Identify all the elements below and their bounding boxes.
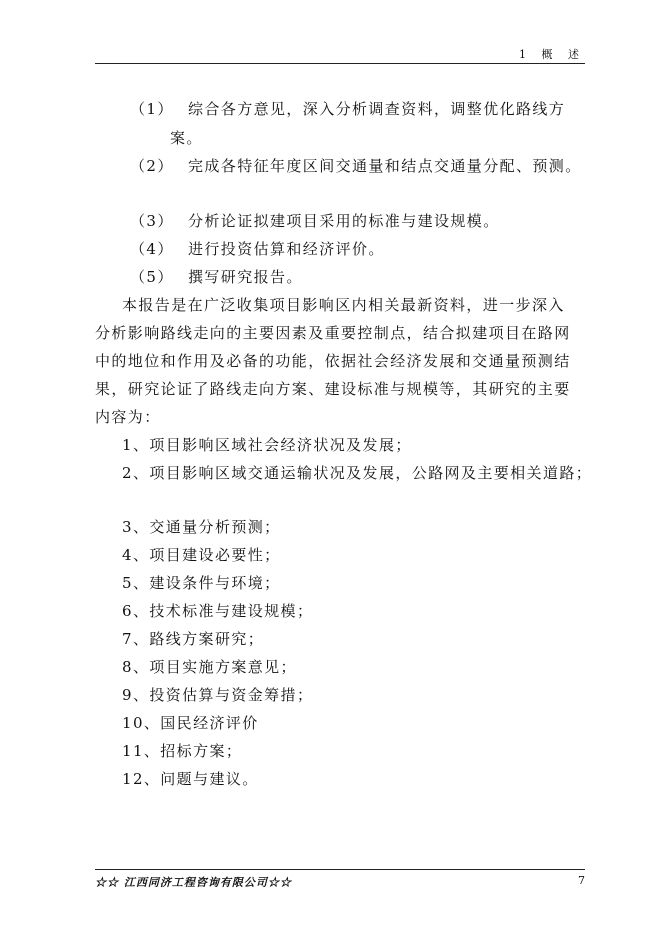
task-item-5 <box>130 267 303 287</box>
task-text: 分析论证拟建项目采用的标准与建设规模。 <box>188 212 500 230</box>
task-text: 完成各特征年度区间交通量和结点交通量分配、预测。 <box>188 157 582 175</box>
content-item-3: 3、交通量分析预测； <box>122 518 281 536</box>
footer-rule <box>95 869 585 870</box>
task-number: （1） <box>130 100 174 118</box>
footer-company: ☆☆ 江西同济工程咨询有限公司☆☆ <box>95 876 292 889</box>
paragraph-line: 本报告是在广泛收集项目影响区内相关最新资料，进一步深入 <box>122 296 565 314</box>
running-header: 1 概 述 <box>519 48 585 61</box>
content-item-11: 11、招标方案； <box>122 742 243 760</box>
task-item-2 <box>130 156 582 176</box>
content-item-9: 9、投资估算与资金筹措； <box>122 686 314 704</box>
task-number: （2） <box>130 157 174 175</box>
task-item-4 <box>130 239 385 259</box>
paragraph-line: 内容为： <box>95 408 161 426</box>
content-item-7: 7、路线方案研究； <box>122 630 265 648</box>
content-item-2: 2、项目影响区域交通运输状况及发展，公路网及主要相关道路； <box>122 464 593 482</box>
task-number: （5） <box>130 268 174 286</box>
task-text: 进行投资估算和经济评价。 <box>188 240 385 258</box>
paragraph-line: 果，研究论证了路线走向方案、建设标准与规模等，其研究的主要 <box>95 380 571 398</box>
task-number: （4） <box>130 240 174 258</box>
task-text: 综合各方意见，深入分析调查资料，调整优化路线方 <box>188 100 566 118</box>
paragraph-line: 分析影响路线走向的主要因素及重要控制点，结合拟建项目在路网 <box>95 324 571 342</box>
page-number: 7 <box>578 874 585 887</box>
content-item-12: 12、问题与建议。 <box>122 770 259 788</box>
content-item-5: 5、建设条件与环境； <box>122 574 281 592</box>
task-item-3 <box>130 211 500 231</box>
content-item-8: 8、项目实施方案意见； <box>122 658 297 676</box>
task-text: 撰写研究报告。 <box>188 268 303 286</box>
paragraph-line: 中的地位和作用及必备的功能，依据社会经济发展和交通量预测结 <box>95 352 571 370</box>
content-item-6: 6、技术标准与建设规模； <box>122 602 314 620</box>
task-number: （3） <box>130 212 174 230</box>
content-item-10: 10、国民经济评价 <box>122 714 259 732</box>
header-rule <box>95 63 585 64</box>
task-item-1 <box>130 99 565 119</box>
task-item-1-continuation: 案。 <box>170 129 203 147</box>
content-item-4: 4、项目建设必要性； <box>122 546 281 564</box>
content-item-1: 1、项目影响区域社会经济状况及发展； <box>122 436 412 454</box>
